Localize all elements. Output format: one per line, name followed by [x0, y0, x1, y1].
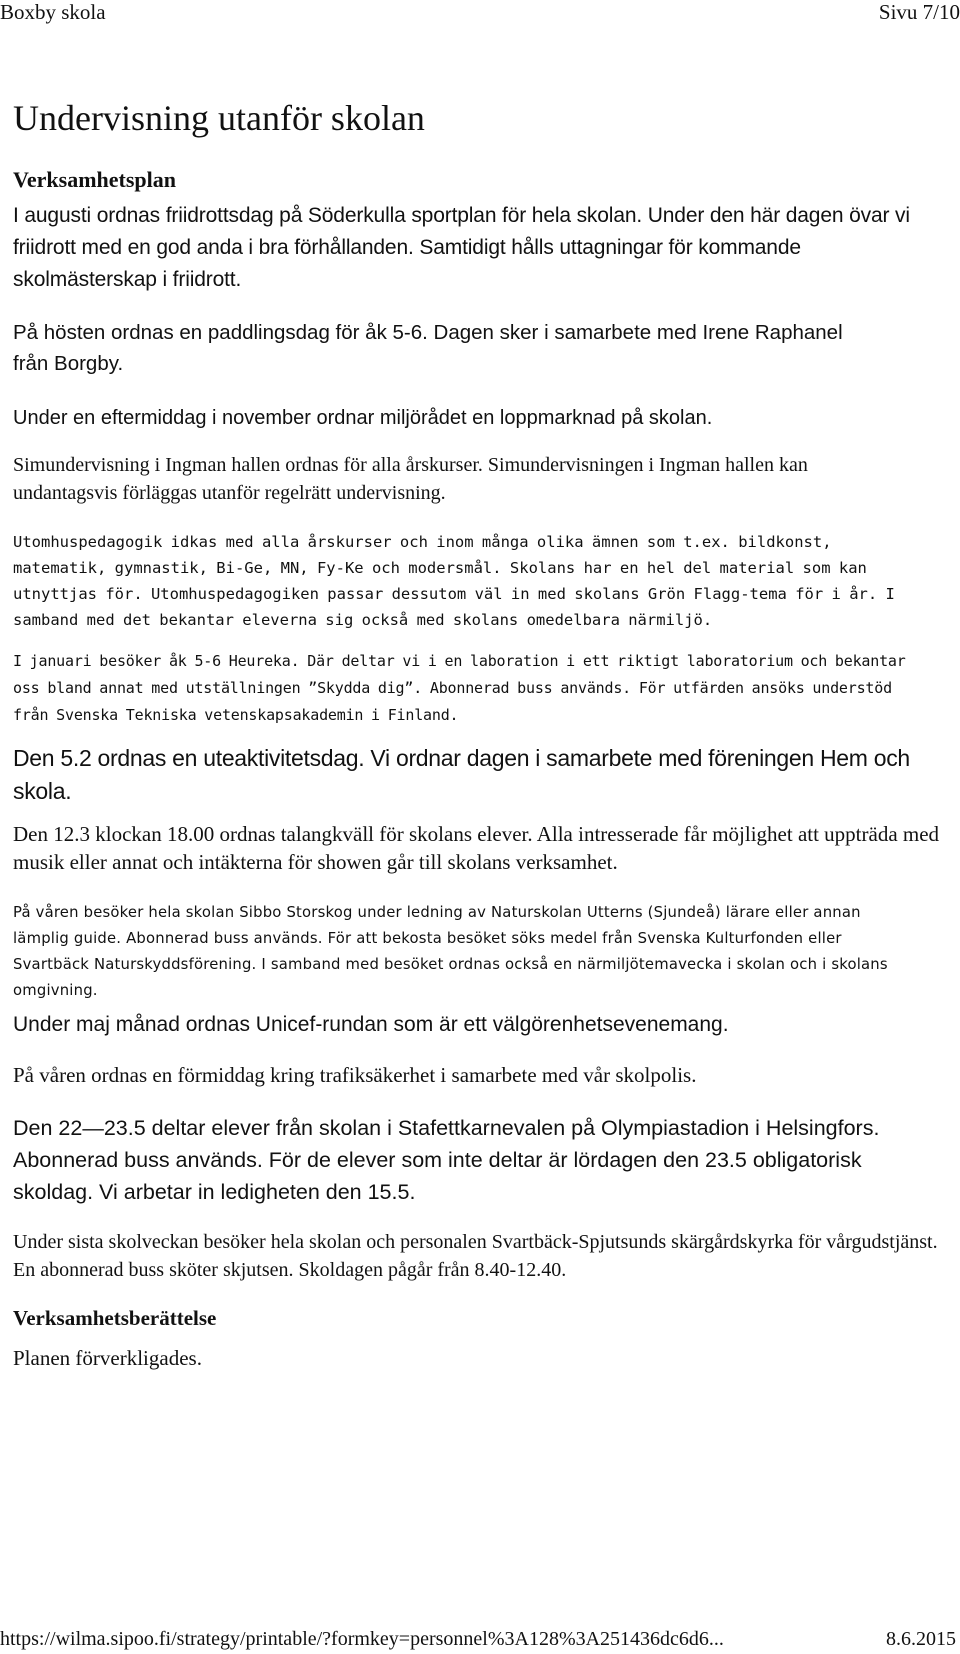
page-header	[0, 0, 960, 30]
paragraph-loppmarknad: Under en eftermiddag i november ordnar miljörådet en loppmarknad på skolan.	[13, 407, 713, 429]
paragraph-utomhuspedagogik: Utomhuspedagogik idkas med alla årskurser och inom många olika ämnen som t.ex. bildkonst, matematik, gymnastik, Bi-Ge, MN, Fy-Ke och modersmål. Skolans har en hel del material som kan utnyttjas för. Utomhuspedagogiken passar dessutom väl in med skolans Grön Flagg-tema för i år. I samband med det bekantar eleverna sig också med skolans omedelbara närmiljö.	[13, 533, 895, 629]
paragraph-unicef: Under maj månad ordnas Unicef-rundan som är ett välgörenhetsevenemang.	[13, 1013, 729, 1036]
paragraph-simundervisning: Simundervisning i Ingman hallen ordnas för alla årskurser. Simundervisningen i Ingman hallen kan undantagsvis förläggas utanför regelrätt undervisning.	[13, 454, 808, 504]
section-heading-plan: Verksamhetsplan	[13, 167, 176, 192]
paragraph-trafiksakerhet: På våren ordnas en förmiddag kring trafiksäkerhet i samarbete med vår skolpolis.	[13, 1063, 697, 1087]
section-heading-report: Verksamhetsberättelse	[13, 1306, 217, 1330]
report-text: Planen förverkligades.	[13, 1346, 202, 1370]
page-footer	[0, 1628, 960, 1654]
paragraph-talangkvall: Den 12.3 klockan 18.00 ordnas talangkväll för skolans elever. Alla intresserade får möjlighet att uppträda med musik eller annat och intäkterna för showen går till skolans verksamhet.	[13, 822, 940, 874]
footer-date: 8.6.2015	[886, 1628, 956, 1650]
paragraph-uteaktivitetsdag: Den 5.2 ordnas en uteaktivitetsdag. Vi ordnar dagen i samarbete med föreningen Hem och skola.	[13, 745, 910, 804]
paragraph-paddling: På hösten ordnas en paddlingsdag för åk 5-6. Dagen sker i samarbete med Irene Raphanel från Borgby.	[13, 321, 843, 375]
paragraph-sibbo-storskog: På våren besöker hela skolan Sibbo Storskog under ledning av Naturskolan Utterns (Sjundeå) lärare eller annan lämplig guide. Abonnerad buss används. För att bekosta besöket söks medel från Svenska Kulturfonden eller Svartbäck Naturskyddsförening. I samband med besöket ordnas också en närmiljötemavecka i skolan och i skolans omgivning.	[13, 904, 888, 999]
page-number: Sivu 7/10	[878, 0, 960, 24]
school-name: Boxby skola	[0, 0, 106, 24]
paragraph-vargudstjanst: Under sista skolveckan besöker hela skolan och personalen Svartbäck-Spjutsunds skärgårdskyrka för vårgudstjänst. En abonnerad buss sköter skjutsen. Skoldagen pågår från 8.40-12.40.	[13, 1231, 938, 1281]
footer-url: https://wilma.sipoo.fi/strategy/printable/?formkey=personnel%3A128%3A251436dc6d6...	[0, 1628, 724, 1650]
paragraph-heureka: I januari besöker åk 5-6 Heureka. Där deltar vi i en laboration i ett riktigt laboratorium och bekantar oss bland annat med utställningen ”Skydda dig”. Abonnerad buss används. För utfärden ansöks understöd från Svenska Tekniska vetenskapsakademin i Finland.	[13, 652, 906, 724]
paragraph-stafettkarnevalen: Den 22—23.5 deltar elever från skolan i Stafettkarnevalen på Olympiastadion i Helsingfors. Abonnerad buss används. För de elever som inte deltar är lördagen den 23.5 obligatorisk skoldag. Vi arbetar in ledigheten den 15.5.	[13, 1116, 880, 1204]
page-title: Undervisning utanför skolan	[13, 98, 425, 138]
paragraph-friidrott: I augusti ordnas friidrottsdag på Söderkulla sportplan för hela skolan. Under den här dagen övar vi friidrott med en god anda i bra förhållanden. Samtidigt hålls uttagningar för kommande skolmästerskap i friidrott.	[13, 204, 910, 291]
